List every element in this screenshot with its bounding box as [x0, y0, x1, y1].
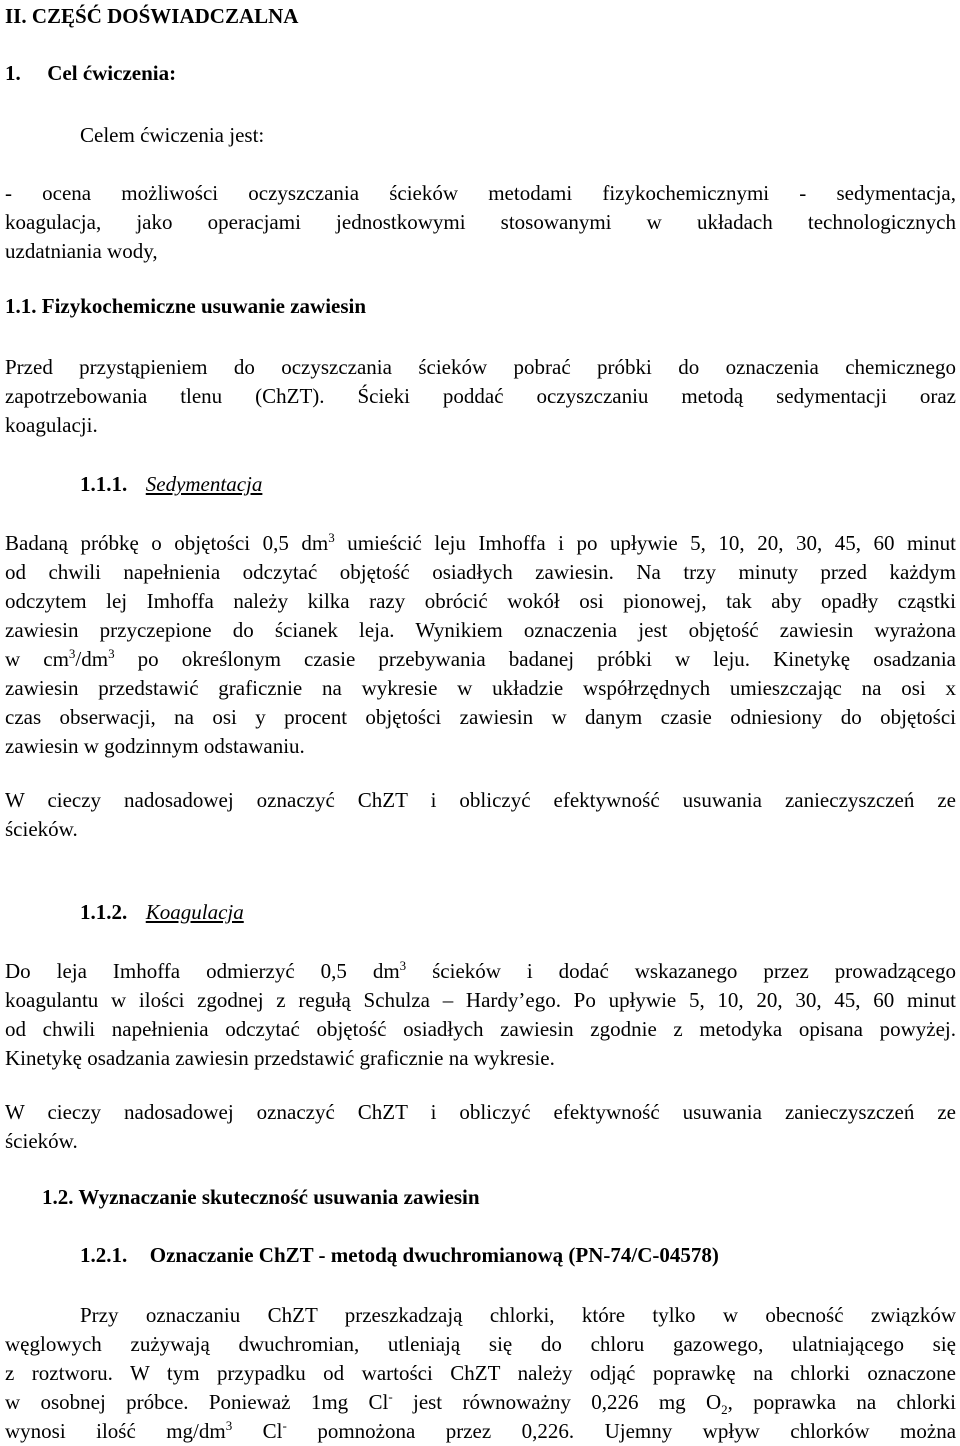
aim-line-3: uzdatniania wody,	[5, 239, 158, 263]
heading-1-1-1-number: 1.1.1.	[80, 472, 128, 496]
p112-line-4: Kinetykę osadzania zawiesin przedstawić graficznie na wykresie.	[5, 1046, 555, 1070]
section-title: II. CZĘŚĆ DOŚWIADCZALNA	[5, 4, 299, 28]
p111-line-8: zawiesin w godzinnym odstawaniu.	[5, 734, 305, 758]
heading-1-1-1-title: Sedymentacja	[145, 472, 263, 496]
p121-line-4: w osobnej próbce. Ponieważ 1mg Cl- jest równoważny 0,226 mg $O_2$, poprawka na chlorki	[5, 1389, 956, 1417]
p111-line-3: odczytem lej Imhoffa należy kilka razy obrócić wokół osi pionowej, tak aby opadły cząstki	[5, 589, 956, 613]
heading-1-2-1	[80, 1241, 956, 1270]
heading-1-2-1-title: Oznaczanie ChZT - metodą dwuchromianową (PN-74/C-04578)	[149, 1243, 719, 1267]
p112b-line-2: ścieków.	[5, 1129, 78, 1153]
heading-1-1-2-number: 1.1.2.	[80, 900, 128, 924]
p112-line-2: koagulantu w ilości zgodnej z regułą Schulza – Hardy’ego. Po upływie 5, 10, 20, 30, 45, 60 minut	[5, 988, 956, 1012]
p11-line-2: zapotrzebowania tlenu (ChZT). Ścieki poddać oczyszczaniu metodą sedymentacji oraz	[5, 384, 956, 408]
p111b-line-2: ścieków.	[5, 817, 78, 841]
intro-text: Celem ćwiczenia jest:	[80, 123, 265, 147]
p111-line-6: zawiesin przedstawić graficznie na wykresie w układzie współrzędnych umieszczając na osi x	[5, 676, 956, 700]
p111b-line-1: W cieczy nadosadowej oznaczyć ChZT i obliczyć efektywność usuwania zanieczyszczeń ze	[5, 788, 956, 812]
p121-line-3: z roztworu. W tym przypadku od wartości ChZT należy odjąć poprawkę na chlorki oznaczone	[5, 1361, 956, 1385]
heading-1-1-2	[80, 898, 956, 927]
p112b-line-1: W cieczy nadosadowej oznaczyć ChZT i obliczyć efektywność usuwania zanieczyszczeń ze	[5, 1100, 956, 1124]
p111-line-1: Badaną próbkę o objętości 0,5 $dm^3$ umieścić leju Imhoffa i po upływie 5, 10, 20, 30, 45, 60 minut	[5, 530, 956, 555]
p121-line-2: węglowych zużywają dwuchromian, utleniają się do chloru gazowego, ulatniającego się	[5, 1332, 956, 1356]
p121-line-1: Przy oznaczaniu ChZT przeszkadzają chlorki, które tylko w obecność związków	[80, 1303, 956, 1327]
p121-line-5: wynosi ilość $mg/dm^3$ Cl- pomnożona przez 0,226. Ujemny wpływ chlorków można	[5, 1418, 957, 1443]
p112-line-1: Do leja Imhoffa odmierzyć 0,5 $dm^3$ ścieków i dodać wskazanego przez prowadzącego	[5, 958, 956, 983]
heading-1-title: Cel ćwiczenia:	[47, 61, 177, 85]
heading-1-2: 1.2. Wyznaczanie skuteczność usuwania zawiesin	[42, 1185, 480, 1209]
p111-line-5: w $cm^3/dm^3$ po określonym czasie przebywania badanej próbki w leju. Kinetykę osadzania	[5, 646, 956, 671]
p111-line-2: od chwili napełnienia odczytać objętość osiadłych zawiesin. Na trzy minuty przed każdym	[5, 560, 956, 584]
aim-line-1: - ocena możliwości oczyszczania ścieków metodami fizykochemicznymi - sedymentacja,	[5, 181, 956, 205]
heading-1-1-2-title: Koagulacja	[145, 900, 244, 924]
p111-line-4: zawiesin przyczepione do ścianek leja. Wynikiem oznaczenia jest objętość zawiesin wyrażona	[5, 618, 956, 642]
heading-1-number: 1.	[5, 61, 21, 85]
aim-line-2: koagulacja, jako operacjami jednostkowymi stosowanymi w układach technologicznych	[5, 210, 956, 234]
heading-1-2-1-number: 1.2.1.	[80, 1243, 128, 1267]
p11-line-3: koagulacji.	[5, 413, 98, 437]
p111-line-7: czas obserwacji, na osi y procent objętości zawiesin w danym czasie odniesiony do objętości	[5, 705, 956, 729]
heading-1-1-1	[80, 470, 956, 499]
heading-1-1: 1.1. Fizykochemiczne usuwanie zawiesin	[5, 294, 367, 318]
p112-line-3: od chwili napełnienia odczytać objętość osiadłych zawiesin zgodnie z metodyka opisana powyżej.	[5, 1017, 956, 1041]
heading-1	[5, 59, 956, 88]
p11-line-1: Przed przystąpieniem do oczyszczania ścieków pobrać próbki do oznaczenia chemicznego	[5, 355, 956, 379]
